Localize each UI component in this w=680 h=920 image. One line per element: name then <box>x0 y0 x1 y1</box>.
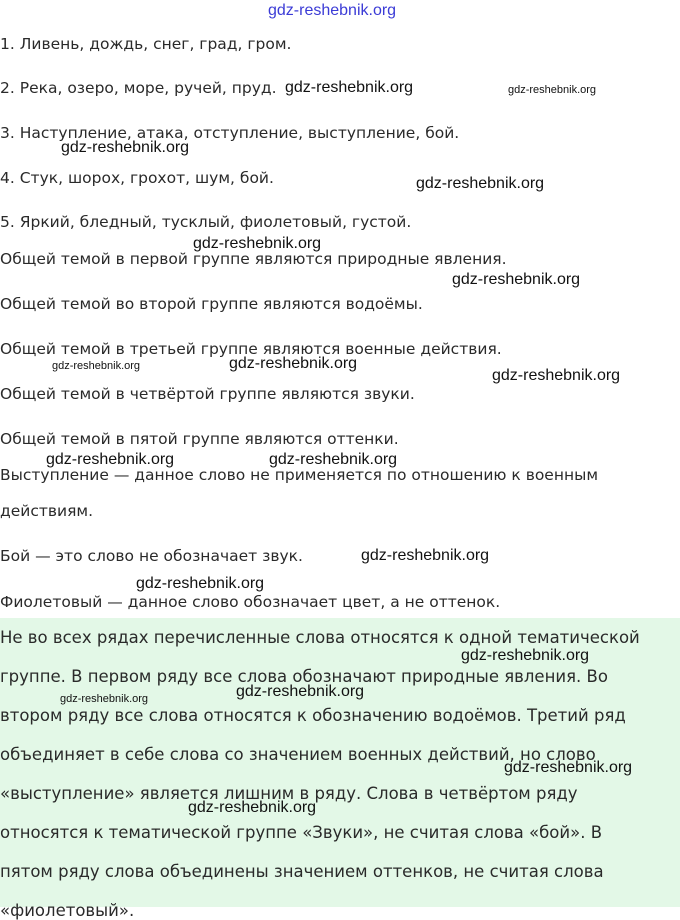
conclusion-line-6: относятся к тематической группе «Звуки», не считая слова «бой». В <box>0 823 603 842</box>
conclusion-line-7: пятом ряду слова объединены значением оттенков, не считая слова <box>0 862 604 881</box>
watermark: gdz-reshebnik.org <box>269 451 398 468</box>
theme-line-3: Общей темой в третьей группе являются военные действия. <box>0 340 502 358</box>
extra-line-3: Бой — это слово не обозначает звук. <box>0 547 303 565</box>
extra-line-1: Выступление — данное слово не применяется по отношению к военным <box>0 466 599 484</box>
theme-line-5: Общей темой в пятой группе являются оттенки. <box>0 430 399 448</box>
watermark: gdz-reshebnik.org <box>60 693 149 705</box>
theme-line-1: Общей темой в первой группе являются природные явления. <box>0 250 507 268</box>
watermark: gdz-reshebnik.org <box>188 799 317 816</box>
extra-line-2: действиям. <box>0 502 94 520</box>
watermark: gdz-reshebnik.org <box>285 79 414 96</box>
word-row-5: 5. Яркий, бледный, тусклый, фиолетовый, густой. <box>0 213 412 231</box>
conclusion-line-1: Не во всех рядах перечисленные слова относятся к одной тематической <box>0 628 640 647</box>
watermark: gdz-reshebnik.org <box>361 547 490 564</box>
word-row-4: 4. Стук, шорох, грохот, шум, бой. <box>0 169 274 187</box>
watermark: gdz-reshebnik.org <box>508 84 597 96</box>
watermark: gdz-reshebnik.org <box>504 759 633 776</box>
conclusion-line-5: «выступление» является лишним в ряду. Слова в четвёртом ряду <box>0 784 578 803</box>
conclusion-line-2: группе. В первом ряду все слова обозначают природные явления. Во <box>0 667 608 686</box>
watermark: gdz-reshebnik.org <box>52 360 141 372</box>
conclusion-line-4: объединяет в себе слова со значением военных действий, но слово <box>0 745 596 764</box>
word-row-2: 2. Река, озеро, море, ручей, пруд. <box>0 79 277 97</box>
word-row-1: 1. Ливень, дождь, снег, град, гром. <box>0 35 292 53</box>
watermark-top: gdz-reshebnik.org <box>268 2 397 19</box>
watermark: gdz-reshebnik.org <box>229 355 358 372</box>
theme-line-4: Общей темой в четвёртой группе являются звуки. <box>0 385 415 403</box>
watermark: gdz-reshebnik.org <box>46 451 175 468</box>
watermark: gdz-reshebnik.org <box>416 175 545 192</box>
watermark: gdz-reshebnik.org <box>461 647 590 664</box>
watermark: gdz-reshebnik.org <box>452 271 581 288</box>
watermark: gdz-reshebnik.org <box>61 139 190 156</box>
conclusion-line-3: втором ряду все слова относятся к обозначению водоёмов. Третий ряд <box>0 706 626 725</box>
watermark: gdz-reshebnik.org <box>136 575 265 592</box>
watermark: gdz-reshebnik.org <box>236 683 365 700</box>
conclusion-line-8: «фиолетовый». <box>0 901 135 920</box>
extra-line-4: Фиолетовый — данное слово обозначает цвет, а не оттенок. <box>0 593 501 611</box>
word-row-3: 3. Наступление, атака, отступление, выступление, бой. <box>0 124 460 142</box>
theme-line-2: Общей темой во второй группе являются водоёмы. <box>0 295 423 313</box>
watermark: gdz-reshebnik.org <box>193 235 322 252</box>
watermark: gdz-reshebnik.org <box>492 367 621 384</box>
